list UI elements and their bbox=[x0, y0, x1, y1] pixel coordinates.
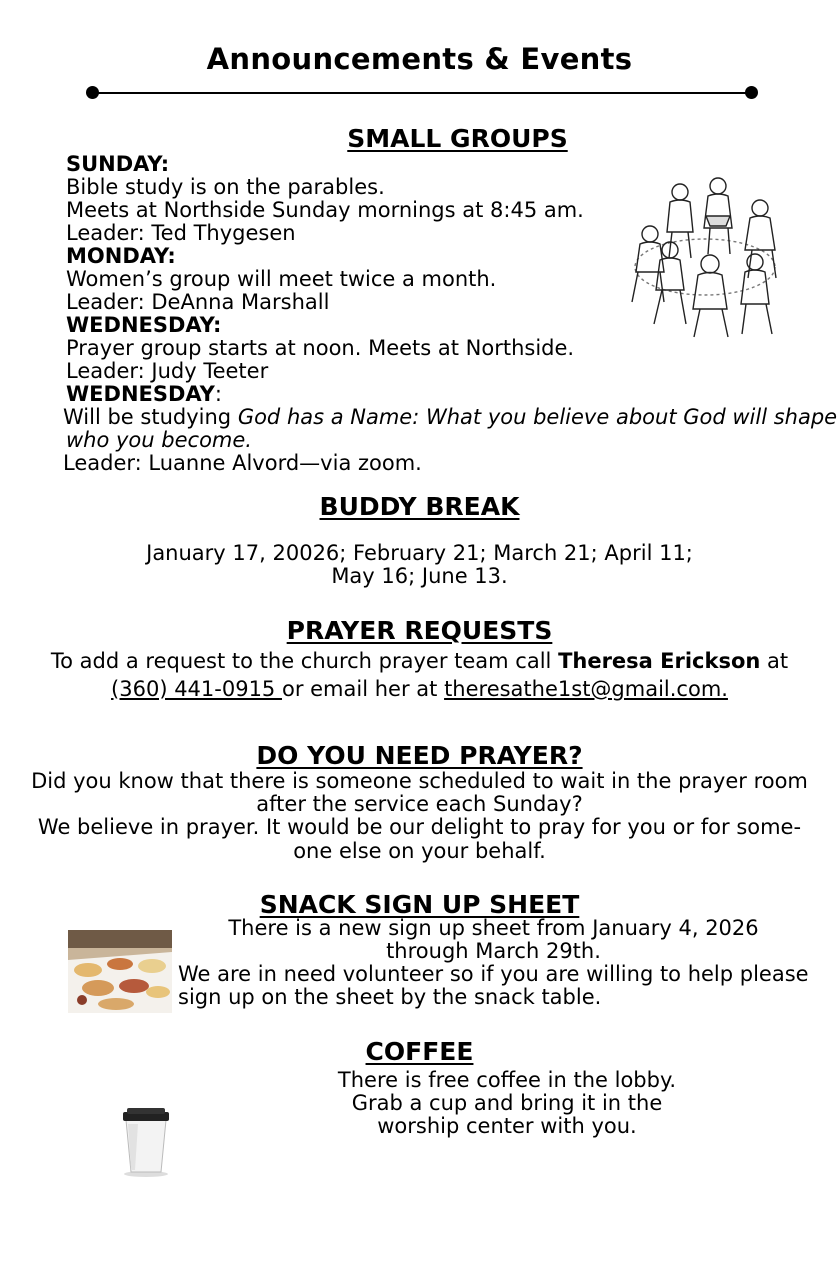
snack-table-photo bbox=[68, 930, 172, 1013]
buddy-break-heading: BUDDY BREAK bbox=[319, 492, 520, 521]
sunday-line: Bible study is on the parables. bbox=[66, 175, 385, 199]
need-prayer-line: Did you know that there is someone scheduled to wait in the prayer room bbox=[31, 769, 808, 793]
phone-link[interactable]: (360) 441-0915 bbox=[111, 677, 282, 701]
wednesday2-label-row bbox=[66, 383, 222, 406]
sunday-label: SUNDAY: bbox=[66, 152, 170, 176]
monday-line: Women’s group will meet twice a month. bbox=[66, 267, 497, 291]
prayer-requests-prefix: To add a request to the church prayer team call bbox=[50, 649, 559, 673]
wednesday-leader: Leader: Judy Teeter bbox=[66, 359, 269, 383]
snack-heading: SNACK SIGN UP SHEET bbox=[259, 890, 580, 919]
prayer-requests-line bbox=[0, 650, 839, 673]
contact-name: Theresa Erickson bbox=[558, 649, 761, 673]
buddy-break-dates-cont: May 16; June 13. bbox=[331, 564, 508, 588]
coffee-line: Grab a cup and bring it in the bbox=[351, 1091, 663, 1115]
wednesday-label: WEDNESDAY: bbox=[66, 313, 222, 337]
snack-line: through March 29th. bbox=[386, 939, 601, 963]
rule-end-dot-right bbox=[745, 86, 758, 99]
snack-line: We are in need volunteer so if you are willing to help please bbox=[178, 962, 809, 986]
sunday-line: Meets at Northside Sunday mornings at 8:45 am. bbox=[66, 198, 584, 222]
snack-line: There is a new sign up sheet from January 4, 2026 bbox=[228, 916, 759, 940]
wednesday2-label: WEDNESDAY bbox=[66, 382, 215, 406]
prayer-requests-suffix: at bbox=[760, 649, 789, 673]
need-prayer-line: one else on your behalf. bbox=[293, 839, 546, 863]
buddy-break-dates: January 17, 20026; February 21; March 21; April 11; bbox=[146, 541, 693, 565]
book-title-cont: who you become. bbox=[66, 428, 252, 452]
monday-leader: Leader: DeAnna Marshall bbox=[66, 290, 330, 314]
coffee-heading: COFFEE bbox=[365, 1037, 474, 1066]
title-divider bbox=[92, 92, 752, 94]
wednesday2-colon: : bbox=[214, 382, 222, 406]
need-prayer-line: after the service each Sunday? bbox=[256, 792, 583, 816]
email-intro: or email her at bbox=[281, 677, 445, 701]
wednesday2-study-line bbox=[63, 406, 837, 429]
snack-line: sign up on the sheet by the snack table. bbox=[178, 985, 602, 1009]
small-group-illustration bbox=[610, 172, 800, 342]
need-prayer-heading: DO YOU NEED PRAYER? bbox=[256, 741, 583, 770]
coffee-line: worship center with you. bbox=[377, 1114, 637, 1138]
wednesday2-leader: Leader: Luanne Alvord—via zoom. bbox=[63, 451, 422, 475]
wednesday2-intro: Will be studying bbox=[63, 405, 238, 429]
book-title: God has a Name: What you believe about God will shape bbox=[237, 405, 838, 429]
wednesday-line: Prayer group starts at noon. Meets at Northside. bbox=[66, 336, 575, 360]
coffee-line: There is free coffee in the lobby. bbox=[337, 1068, 677, 1092]
page-title: Announcements & Events bbox=[206, 42, 633, 76]
coffee-cup-icon bbox=[116, 1104, 178, 1178]
sunday-leader: Leader: Ted Thygesen bbox=[66, 221, 296, 245]
need-prayer-line: We believe in prayer. It would be our delight to pray for you or for some- bbox=[37, 815, 802, 839]
monday-label: MONDAY: bbox=[66, 244, 176, 268]
prayer-contact-line bbox=[0, 678, 839, 701]
email-link[interactable]: theresathe1st@gmail.com. bbox=[444, 677, 728, 701]
small-groups-heading: SMALL GROUPS bbox=[347, 124, 568, 153]
prayer-requests-heading: PRAYER REQUESTS bbox=[286, 616, 553, 645]
